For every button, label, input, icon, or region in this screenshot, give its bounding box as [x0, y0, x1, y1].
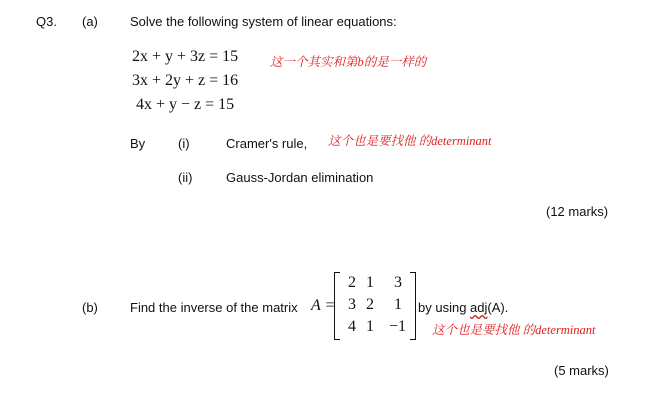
- equation-1: 2x + y + 3z = 15: [132, 48, 239, 65]
- part-b-label: (b): [82, 300, 98, 315]
- part-a-marks: (12 marks): [546, 204, 609, 219]
- matrix-name: A =: [311, 297, 336, 314]
- matrix-A: [334, 272, 416, 338]
- part-b-suffix: [418, 300, 508, 315]
- matrix-cell: 3: [394, 274, 402, 291]
- annotation-note-2: 这个也是要找他 的determinant: [328, 134, 492, 148]
- matrix-right-bracket: [410, 272, 416, 340]
- matrix-cell: 2: [348, 274, 356, 291]
- matrix-cell: 3: [348, 296, 356, 313]
- part-a-prompt: Solve the following system of linear equations:: [130, 14, 397, 29]
- matrix-cell: 1: [394, 296, 402, 313]
- suffix-before: by using: [418, 300, 471, 315]
- method-ii-text: Gauss-Jordan elimination: [226, 170, 374, 185]
- suffix-after: (A).: [487, 300, 509, 315]
- question-number: Q3.: [36, 14, 57, 29]
- method-ii-label: (ii): [178, 170, 193, 185]
- method-i-text: Cramer's rule,: [226, 136, 308, 151]
- matrix-cell: −1: [388, 318, 406, 335]
- matrix-cell: 4: [348, 318, 356, 335]
- matrix-cell: 1: [366, 274, 374, 291]
- method-i-label: (i): [178, 136, 190, 151]
- matrix-cell: 1: [366, 318, 374, 335]
- equation-3: 4x + y − z = 15: [136, 96, 235, 113]
- equation-2: 3x + 2y + z = 16: [132, 72, 239, 89]
- by-label: By: [130, 136, 146, 151]
- adj-term: adj: [470, 300, 488, 315]
- part-a-label: (a): [82, 14, 98, 29]
- part-b-prompt: Find the inverse of the matrix: [130, 300, 298, 315]
- annotation-note-1: 这一个其实和第b的是一样的: [270, 55, 427, 69]
- annotation-note-3: 这个也是要找他 的determinant: [432, 323, 596, 337]
- part-b-marks: (5 marks): [554, 363, 609, 378]
- matrix-cell: 2: [366, 296, 374, 313]
